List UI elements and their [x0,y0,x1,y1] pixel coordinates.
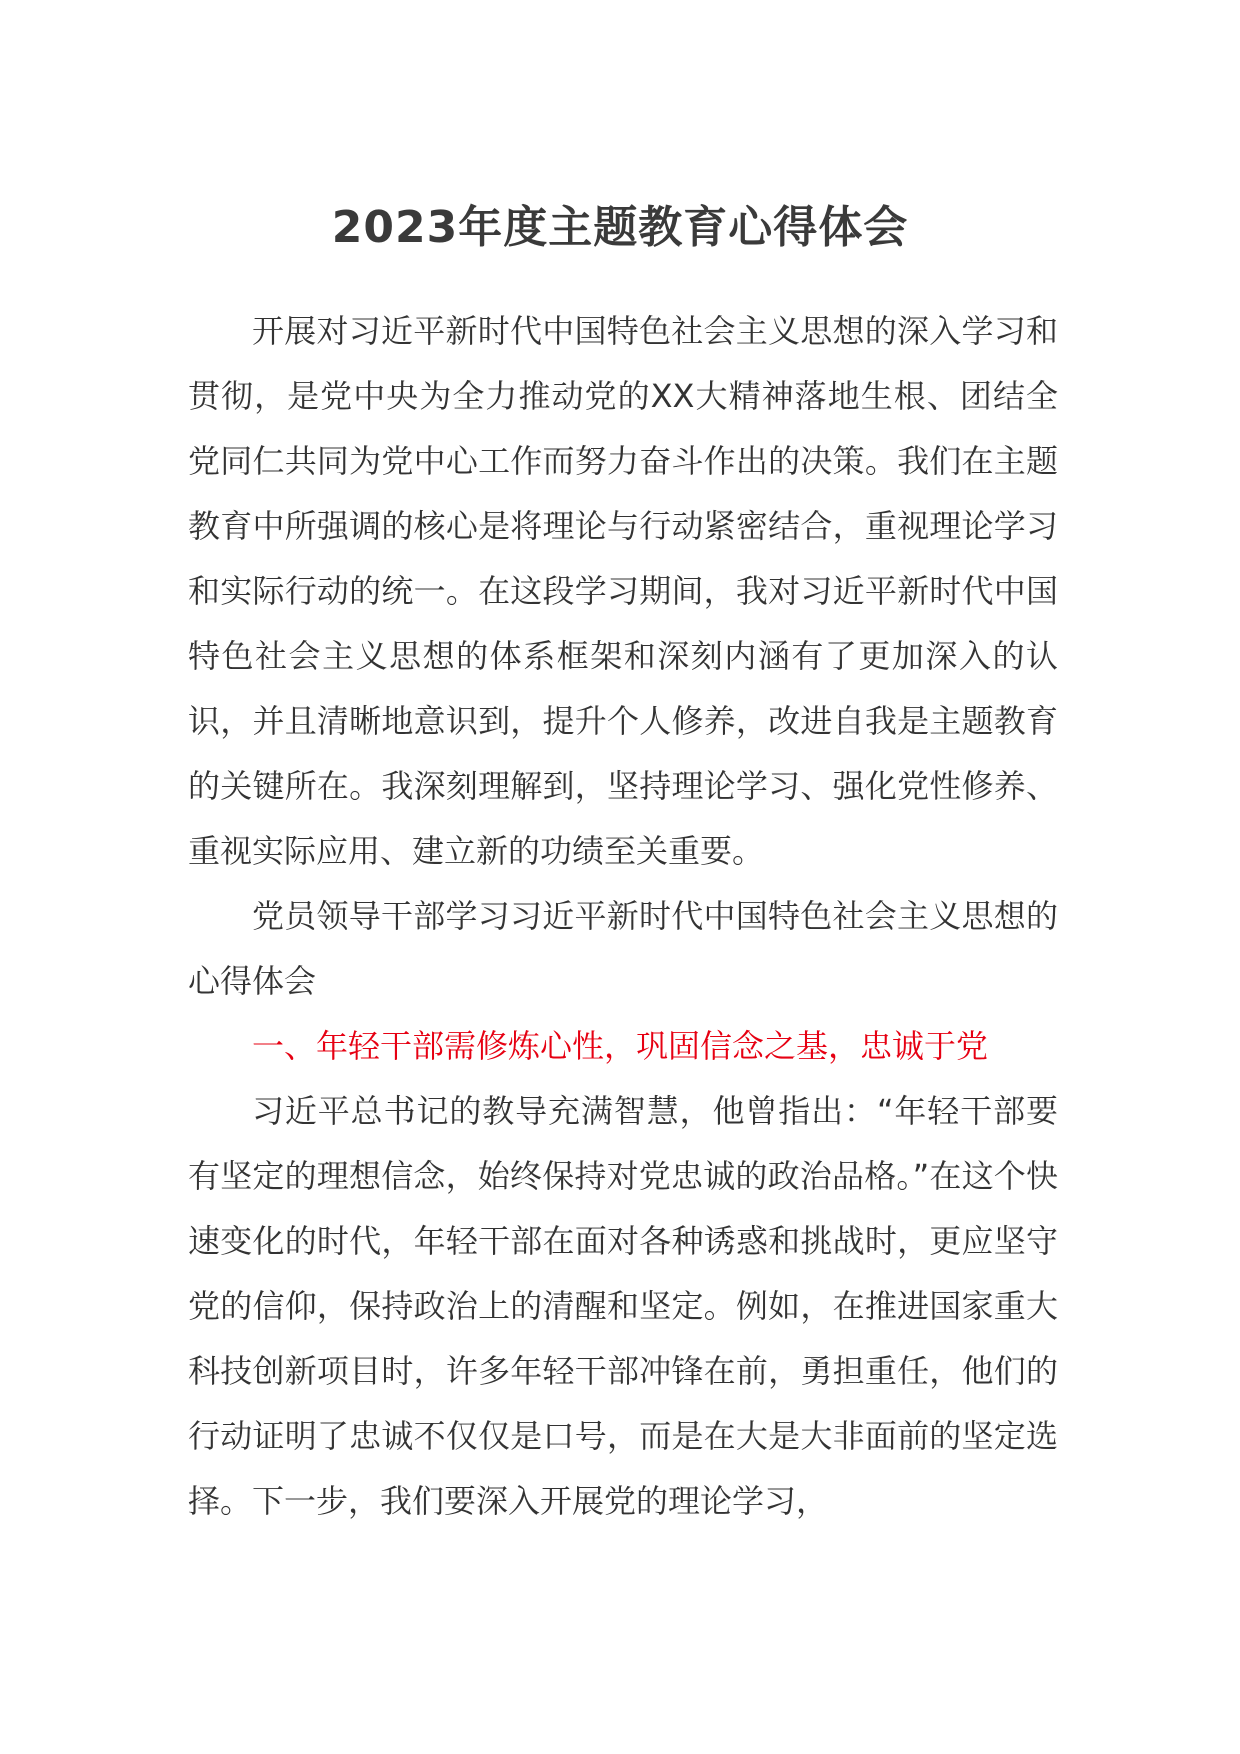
paragraph-section-1: 习近平总书记的教导充满智慧，他曾指出：“年轻干部要有坚定的理想信念，始终保持对党忠诚的政治品格。”在这个快速变化的时代，年轻干部在面对各种诱惑和挑战时，更应坚守党的信仰，保持政治上的清醒和坚定。例如，在推进国家重大科技创新项目时，许多年轻干部冲锋在前，勇担重任，他们的行动证明了忠诚不仅仅是口号，而是在大是大非面前的坚定选择。下一步，我们要深入开展党的理论学习， [188,1092,1058,1520]
section-heading-1: 一、年轻干部需修炼心性，巩固信念之基，忠诚于党 [252,1027,989,1065]
document-title: 2023年度主题教育心得体会 [331,202,909,253]
paragraph-subtitle: 党员领导干部学习习近平新时代中国特色社会主义思想的心得体会 [188,897,1058,1000]
document-body [188,299,1058,1534]
paragraph-intro: 开展对习近平新时代中国特色社会主义思想的深入学习和贯彻，是党中央为全力推动党的XX大精神落地生根、团结全党同仁共同为党中心工作而努力奋斗作出的决策。我们在主题教育中所强调的核心是将理论与行动紧密结合，重视理论学习和实际行动的统一。在这段学习期间，我对习近平新时代中国特色社会主义思想的体系框架和深刻内涵有了更加深入的认识，并且清晰地意识到，提升个人修养，改进自我是主题教育的关键所在。我深刻理解到，坚持理论学习、强化党性修养、重视实际应用、建立新的功绩至关重要。 [188,312,1058,870]
